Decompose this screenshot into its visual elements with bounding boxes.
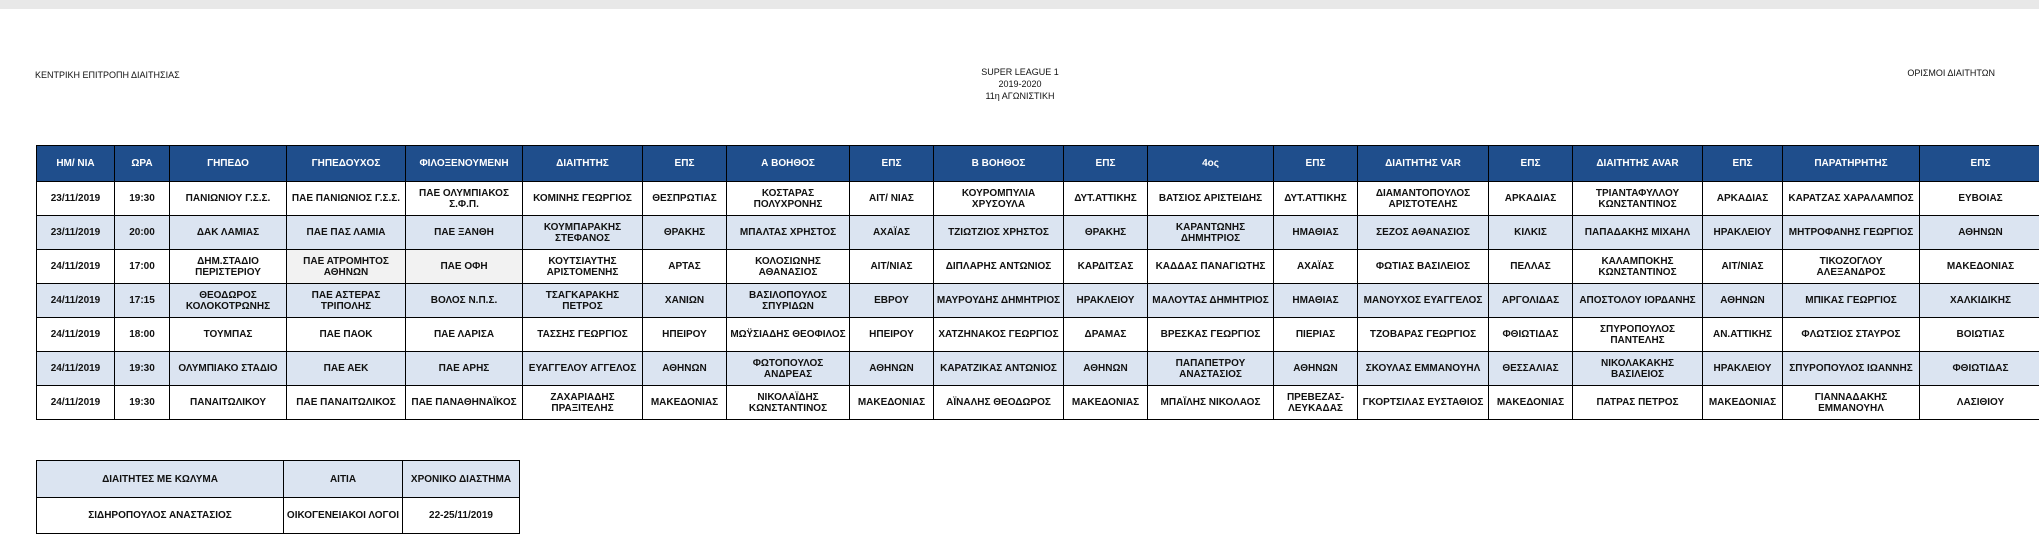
fixture-cell: ΘΕΣΣΑΛΙΑΣ bbox=[1489, 352, 1573, 386]
fixture-cell-header: ΗΜ/ ΝΙΑ bbox=[37, 146, 115, 182]
fixture-cell: ΒΡΕΣΚΑΣ ΓΕΩΡΓΙΟΣ bbox=[1148, 318, 1274, 352]
fixture-cell: ΜΑΥΡΟΥΔΗΣ ΔΗΜΗΤΡΙΟΣ bbox=[934, 284, 1064, 318]
fixture-cell-header: 4ος bbox=[1148, 146, 1274, 182]
fixture-cell: ΜΩΫΣΙΑΔΗΣ ΘΕΟΦΙΛΟΣ bbox=[727, 318, 850, 352]
fixture-cell: ΑΠΟΣΤΟΛΟΥ ΙΟΡΔΑΝΗΣ bbox=[1573, 284, 1703, 318]
fixture-cell-header: ΓΗΠΕΔΟΥΧΟΣ bbox=[287, 146, 406, 182]
fixture-cell: ΜΑΚΕΔΟΝΙΑΣ bbox=[1489, 386, 1573, 420]
fixture-cell: 19:30 bbox=[115, 182, 170, 216]
fixture-cell: ΧΑΝΙΩΝ bbox=[643, 284, 727, 318]
fixture-cell: 17:00 bbox=[115, 250, 170, 284]
fixture-cell-header: Α ΒΟΗΘΟΣ bbox=[727, 146, 850, 182]
matchday: 11η ΑΓΩΝΙΣΤΙΚΗ bbox=[900, 90, 1140, 102]
fixture-cell: ΤΖΙΩΤΖΙΟΣ ΧΡΗΣΤΟΣ bbox=[934, 216, 1064, 250]
fixture-cell: ΘΡΑΚΗΣ bbox=[1064, 216, 1148, 250]
fixture-cell: ΜΑΛΟΥΤΑΣ ΔΗΜΗΤΡΙΟΣ bbox=[1148, 284, 1274, 318]
fixture-cell: ΠΑΕ ΛΑΡΙΣΑ bbox=[406, 318, 523, 352]
fixture-cell: ΕΥΑΓΓΕΛΟΥ ΑΓΓΕΛΟΣ bbox=[523, 352, 643, 386]
fixture-cell: ΚΟΥΜΠΑΡΑΚΗΣ ΣΤΕΦΑΝΟΣ bbox=[523, 216, 643, 250]
fixture-cell: ΠΑΕ ΠΑΟΚ bbox=[287, 318, 406, 352]
fixture-cell: ΜΑΚΕΔΟΝΙΑΣ bbox=[1920, 250, 2039, 284]
fixture-cell: ΛΑΣΙΘΙΟΥ bbox=[1920, 386, 2039, 420]
fixture-cell-header: ΔΙΑΙΤΗΤΗΣ VAR bbox=[1358, 146, 1489, 182]
fixture-cell: ΕΥΒΟΙΑΣ bbox=[1920, 182, 2039, 216]
fixture-cell: ΦΩΤΙΑΣ ΒΑΣΙΛΕΙΟΣ bbox=[1358, 250, 1489, 284]
fixture-cell: ΤΟΥΜΠΑΣ bbox=[170, 318, 287, 352]
fixture-cell-header: ΕΠΣ bbox=[1703, 146, 1783, 182]
fixture-cell: ΦΛΩΤΣΙΟΣ ΣΤΑΥΡΟΣ bbox=[1783, 318, 1920, 352]
fixture-cell: ΔΥΤ.ΑΤΤΙΚΗΣ bbox=[1064, 182, 1148, 216]
fixture-cell: ΑΘΗΝΩΝ bbox=[1064, 352, 1148, 386]
fixture-cell-header: ΓΗΠΕΔΟ bbox=[170, 146, 287, 182]
fixture-cell: ΑΡΚΑΔΙΑΣ bbox=[1489, 182, 1573, 216]
fixture-cell: ΗΡΑΚΛΕΙΟΥ bbox=[1703, 352, 1783, 386]
fixture-cell: ΧΑΤΖΗΝΑΚΟΣ ΓΕΩΡΓΙΟΣ bbox=[934, 318, 1064, 352]
fixture-cell: ΓΚΟΡΤΣΙΛΑΣ ΕΥΣΤΑΘΙΟΣ bbox=[1358, 386, 1489, 420]
fixture-cell: 24/11/2019 bbox=[37, 318, 115, 352]
league-name: SUPER LEAGUE 1 bbox=[900, 66, 1140, 78]
fixture-cell: ΠΑΕ ΑΣΤΕΡΑΣ ΤΡΙΠΟΛΗΣ bbox=[287, 284, 406, 318]
absence-row bbox=[37, 498, 520, 534]
fixture-cell: ΣΠΥΡΟΠΟΥΛΟΣ ΠΑΝΤΕΛΗΣ bbox=[1573, 318, 1703, 352]
fixture-cell: 24/11/2019 bbox=[37, 352, 115, 386]
fixture-row bbox=[37, 284, 2039, 318]
fixture-cell: ΜΑΚΕΔΟΝΙΑΣ bbox=[1703, 386, 1783, 420]
fixture-cell: ΑΡΚΑΔΙΑΣ bbox=[1703, 182, 1783, 216]
fixture-cell: ΗΠΕΙΡΟΥ bbox=[850, 318, 934, 352]
fixture-cell: ΚΑΡΔΙΤΣΑΣ bbox=[1064, 250, 1148, 284]
fixture-cell: ΚΑΔΔΑΣ ΠΑΝΑΓΙΩΤΗΣ bbox=[1148, 250, 1274, 284]
fixture-cell: ΜΗΤΡΟΦΑΝΗΣ ΓΕΩΡΓΙΟΣ bbox=[1783, 216, 1920, 250]
fixture-cell: ΠΙΕΡΙΑΣ bbox=[1274, 318, 1358, 352]
fixture-cell: ΚΟΥΤΣΙΑΥΤΗΣ ΑΡΙΣΤΟΜΕΝΗΣ bbox=[523, 250, 643, 284]
absence-cell-header: ΔΙΑΙΤΗΤΕΣ ΜΕ ΚΩΛΥΜΑ bbox=[37, 461, 284, 498]
fixture-cell: ΠΑΝΑΙΤΩΛΙΚΟΥ bbox=[170, 386, 287, 420]
fixture-cell-header: ΕΠΣ bbox=[1920, 146, 2039, 182]
fixture-cell: 23/11/2019 bbox=[37, 216, 115, 250]
fixture-cell: ΚΑΛΑΜΠΟΚΗΣ ΚΩΝΣΤΑΝΤΙΝΟΣ bbox=[1573, 250, 1703, 284]
fixture-cell: ΗΡΑΚΛΕΙΟΥ bbox=[1064, 284, 1148, 318]
fixture-cell: ΗΠΕΙΡΟΥ bbox=[643, 318, 727, 352]
fixture-cell: ΗΜΑΘΙΑΣ bbox=[1274, 284, 1358, 318]
fixture-cell: ΑΡΓΟΛΙΔΑΣ bbox=[1489, 284, 1573, 318]
fixture-cell: ΦΩΤΟΠΟΥΛΟΣ ΑΝΔΡΕΑΣ bbox=[727, 352, 850, 386]
fixture-cell: ΠΑΤΡΑΣ ΠΕΤΡΟΣ bbox=[1573, 386, 1703, 420]
fixture-cell: ΘΕΟΔΩΡΟΣ ΚΟΛΟΚΟΤΡΩΝΗΣ bbox=[170, 284, 287, 318]
fixture-cell: ΑΘΗΝΩΝ bbox=[643, 352, 727, 386]
fixture-cell-header: ΕΠΣ bbox=[850, 146, 934, 182]
fixture-cell: ΒΑΤΣΙΟΣ ΑΡΙΣΤΕΙΔΗΣ bbox=[1148, 182, 1274, 216]
absences-header-row bbox=[37, 461, 520, 498]
fixture-cell: ΜΑΝΟΥΧΟΣ ΕΥΑΓΓΕΛΟΣ bbox=[1358, 284, 1489, 318]
fixture-cell: ΔΙΑΜΑΝΤΟΠΟΥΛΟΣ ΑΡΙΣΤΟΤΕΛΗΣ bbox=[1358, 182, 1489, 216]
fixture-cell: 23/11/2019 bbox=[37, 182, 115, 216]
fixture-cell-header: ΕΠΣ bbox=[643, 146, 727, 182]
fixture-cell: ΑΧΑΪΑΣ bbox=[1274, 250, 1358, 284]
fixture-cell-header: ΕΠΣ bbox=[1489, 146, 1573, 182]
fixture-cell: ΧΑΛΚΙΔΙΚΗΣ bbox=[1920, 284, 2039, 318]
fixture-cell: ΜΑΚΕΔΟΝΙΑΣ bbox=[643, 386, 727, 420]
fixture-cell: 24/11/2019 bbox=[37, 386, 115, 420]
fixture-cell: ΒΟΙΩΤΙΑΣ bbox=[1920, 318, 2039, 352]
fixture-cell: ΦΘΙΩΤΙΔΑΣ bbox=[1920, 352, 2039, 386]
fixture-cell-header: ΕΠΣ bbox=[1274, 146, 1358, 182]
absence-cell: ΟΙΚΟΓΕΝΕΙΑΚΟΙ ΛΟΓΟΙ bbox=[284, 498, 403, 534]
fixture-cell: ΚΟΜΙΝΗΣ ΓΕΩΡΓΙΟΣ bbox=[523, 182, 643, 216]
fixture-cell: ΑΘΗΝΩΝ bbox=[850, 352, 934, 386]
fixture-cell-header: ΩΡΑ bbox=[115, 146, 170, 182]
fixture-cell: ΚΑΡΑΤΖΙΚΑΣ ΑΝΤΩΝΙΟΣ bbox=[934, 352, 1064, 386]
fixture-cell: ΚΟΣΤΑΡΑΣ ΠΟΛΥΧΡΟΝΗΣ bbox=[727, 182, 850, 216]
fixture-cell: ΟΛΥΜΠΙΑΚΟ ΣΤΑΔΙΟ bbox=[170, 352, 287, 386]
top-scroll-strip bbox=[0, 0, 2039, 9]
fixture-cell: ΜΠΙΚΑΣ ΓΕΩΡΓΙΟΣ bbox=[1783, 284, 1920, 318]
fixture-cell: ΣΠΥΡΟΠΟΥΛΟΣ ΙΩΑΝΝΗΣ bbox=[1783, 352, 1920, 386]
fixture-cell: ΑΘΗΝΩΝ bbox=[1274, 352, 1358, 386]
fixture-cell: ΠΑΕ ΠΑΝΙΩΝΙΟΣ Γ.Σ.Σ. bbox=[287, 182, 406, 216]
fixture-cell: ΔΙΠΛΑΡΗΣ ΑΝΤΩΝΙΟΣ bbox=[934, 250, 1064, 284]
fixture-cell: ΒΑΣΙΛΟΠΟΥΛΟΣ ΣΠΥΡΙΔΩΝ bbox=[727, 284, 850, 318]
fixture-cell: 24/11/2019 bbox=[37, 284, 115, 318]
fixture-cell: ΠΑΝΙΩΝΙΟΥ Γ.Σ.Σ. bbox=[170, 182, 287, 216]
fixture-row bbox=[37, 352, 2039, 386]
fixture-cell-header: ΕΠΣ bbox=[1064, 146, 1148, 182]
fixture-cell: ΠΑΕ ΑΡΗΣ bbox=[406, 352, 523, 386]
fixture-cell: ΦΘΙΩΤΙΔΑΣ bbox=[1489, 318, 1573, 352]
fixture-cell: 19:30 bbox=[115, 386, 170, 420]
fixture-cell: ΑΙΤ/ ΝΙΑΣ bbox=[850, 182, 934, 216]
fixture-cell: 24/11/2019 bbox=[37, 250, 115, 284]
fixture-cell-header: ΦΙΛΟΞΕΝΟΥΜΕΝΗ bbox=[406, 146, 523, 182]
fixture-cell: ΠΑΠΑΔΑΚΗΣ ΜΙΧΑΗΛ bbox=[1573, 216, 1703, 250]
fixture-cell: ΝΙΚΟΛΑΚΑΚΗΣ ΒΑΣΙΛΕΙΟΣ bbox=[1573, 352, 1703, 386]
absence-cell: 22-25/11/2019 bbox=[403, 498, 520, 534]
fixture-cell: ΚΟΥΡΟΜΠΥΛΙΑ ΧΡΥΣΟΥΛΑ bbox=[934, 182, 1064, 216]
fixtures-table bbox=[36, 145, 2039, 420]
fixture-cell: ΤΖΟΒΑΡΑΣ ΓΕΩΡΓΙΟΣ bbox=[1358, 318, 1489, 352]
season: 2019-2020 bbox=[900, 78, 1140, 90]
fixture-cell: ΠΑΕ ΠΑΝΑΘΗΝΑΪΚΟΣ bbox=[406, 386, 523, 420]
fixture-cell: ΘΕΣΠΡΩΤΙΑΣ bbox=[643, 182, 727, 216]
fixture-cell: ΝΙΚΟΛΑΪΔΗΣ ΚΩΝΣΤΑΝΤΙΝΟΣ bbox=[727, 386, 850, 420]
fixture-cell: ΑΙΤ/ΝΙΑΣ bbox=[1703, 250, 1783, 284]
fixture-cell: ΠΑΕ ΠΑΣ ΛΑΜΙΑ bbox=[287, 216, 406, 250]
fixture-cell: ΠΑΕ ΟΦΗ bbox=[406, 250, 523, 284]
fixture-row bbox=[37, 216, 2039, 250]
absence-cell-header: ΑΙΤΙΑ bbox=[284, 461, 403, 498]
fixture-cell: ΠΑΕ ΑΤΡΟΜΗΤΟΣ ΑΘΗΝΩΝ bbox=[287, 250, 406, 284]
fixture-cell: ΑΘΗΝΩΝ bbox=[1920, 216, 2039, 250]
fixture-cell: ΣΕΖΟΣ ΑΘΑΝΑΣΙΟΣ bbox=[1358, 216, 1489, 250]
committee-title: ΚΕΝΤΡΙΚΗ ΕΠΙΤΡΟΠΗ ΔΙΑΙΤΗΣΙΑΣ bbox=[35, 70, 180, 80]
fixture-cell: ΜΑΚΕΔΟΝΙΑΣ bbox=[1064, 386, 1148, 420]
absence-cell-header: ΧΡΟΝΙΚΟ ΔΙΑΣΤΗΜΑ bbox=[403, 461, 520, 498]
document-title: ΟΡΙΣΜΟΙ ΔΙΑΙΤΗΤΩΝ bbox=[1907, 68, 1995, 78]
league-title-block bbox=[900, 66, 1140, 102]
fixture-cell: ΤΙΚΟΖΟΓΛΟΥ ΑΛΕΞΑΝΔΡΟΣ bbox=[1783, 250, 1920, 284]
fixture-cell: ΜΠΑΪΛΗΣ ΝΙΚΟΛΑΟΣ bbox=[1148, 386, 1274, 420]
fixture-cell: ΚΑΡΑΤΖΑΣ ΧΑΡΑΛΑΜΠΟΣ bbox=[1783, 182, 1920, 216]
fixture-cell-header: ΔΙΑΙΤΗΤΗΣ AVAR bbox=[1573, 146, 1703, 182]
fixture-row bbox=[37, 250, 2039, 284]
fixture-cell: ΠΑΕ ΟΛΥΜΠΙΑΚΟΣ Σ.Φ.Π. bbox=[406, 182, 523, 216]
fixture-cell: ΒΟΛΟΣ Ν.Π.Σ. bbox=[406, 284, 523, 318]
fixture-cell: ΚΟΛΟΣΙΩΝΗΣ ΑΘΑΝΑΣΙΟΣ bbox=[727, 250, 850, 284]
fixture-cell: ΜΠΑΛΤΑΣ ΧΡΗΣΤΟΣ bbox=[727, 216, 850, 250]
fixture-cell: ΑΧΑΪΑΣ bbox=[850, 216, 934, 250]
fixture-cell: ΤΡΙΑΝΤΑΦΥΛΛΟΥ ΚΩΝΣΤΑΝΤΙΝΟΣ bbox=[1573, 182, 1703, 216]
fixture-cell: ΠΡΕΒΕΖΑΣ-ΛΕΥΚΑΔΑΣ bbox=[1274, 386, 1358, 420]
fixture-cell: 18:00 bbox=[115, 318, 170, 352]
fixture-cell: ΑΪΝΑΛΗΣ ΘΕΟΔΩΡΟΣ bbox=[934, 386, 1064, 420]
fixture-cell: ΔΥΤ.ΑΤΤΙΚΗΣ bbox=[1274, 182, 1358, 216]
fixture-cell: ΠΕΛΛΑΣ bbox=[1489, 250, 1573, 284]
fixture-cell: ΤΑΣΣΗΣ ΓΕΩΡΓΙΟΣ bbox=[523, 318, 643, 352]
fixture-cell: ΚΙΛΚΙΣ bbox=[1489, 216, 1573, 250]
fixture-cell: ΑΝ.ΑΤΤΙΚΗΣ bbox=[1703, 318, 1783, 352]
fixture-cell-header: Β ΒΟΗΘΟΣ bbox=[934, 146, 1064, 182]
fixture-cell: ΠΑΕ ΞΑΝΘΗ bbox=[406, 216, 523, 250]
fixture-cell: ΖΑΧΑΡΙΑΔΗΣ ΠΡΑΞΙΤΕΛΗΣ bbox=[523, 386, 643, 420]
fixture-cell: ΔΡΑΜΑΣ bbox=[1064, 318, 1148, 352]
fixture-cell: ΠΑΕ ΠΑΝΑΙΤΩΛΙΚΟΣ bbox=[287, 386, 406, 420]
fixture-cell: ΠΑΕ ΑΕΚ bbox=[287, 352, 406, 386]
absence-cell: ΣΙΔΗΡΟΠΟΥΛΟΣ ΑΝΑΣΤΑΣΙΟΣ bbox=[37, 498, 284, 534]
absences-table bbox=[36, 460, 520, 534]
fixture-cell: ΜΑΚΕΔΟΝΙΑΣ bbox=[850, 386, 934, 420]
fixture-cell: 17:15 bbox=[115, 284, 170, 318]
fixture-row bbox=[37, 318, 2039, 352]
fixture-row bbox=[37, 182, 2039, 216]
fixture-cell: ΔΗΜ.ΣΤΑΔΙΟ ΠΕΡΙΣΤΕΡΙΟΥ bbox=[170, 250, 287, 284]
fixture-cell-header: ΠΑΡΑΤΗΡΗΤΗΣ bbox=[1783, 146, 1920, 182]
fixture-cell-header: ΔΙΑΙΤΗΤΗΣ bbox=[523, 146, 643, 182]
fixture-cell: 19:30 bbox=[115, 352, 170, 386]
fixture-cell: ΣΚΟΥΛΑΣ ΕΜΜΑΝΟΥΗΛ bbox=[1358, 352, 1489, 386]
fixture-cell: 20:00 bbox=[115, 216, 170, 250]
fixture-cell: ΠΑΠΑΠΕΤΡΟΥ ΑΝΑΣΤΑΣΙΟΣ bbox=[1148, 352, 1274, 386]
fixture-cell: ΚΑΡΑΝΤΩΝΗΣ ΔΗΜΗΤΡΙΟΣ bbox=[1148, 216, 1274, 250]
fixture-cell: ΘΡΑΚΗΣ bbox=[643, 216, 727, 250]
fixture-cell: ΓΙΑΝΝΑΔΑΚΗΣ ΕΜΜΑΝΟΥΗΛ bbox=[1783, 386, 1920, 420]
fixture-cell: ΔΑΚ ΛΑΜΙΑΣ bbox=[170, 216, 287, 250]
fixture-cell: ΤΣΑΓΚΑΡΑΚΗΣ ΠΕΤΡΟΣ bbox=[523, 284, 643, 318]
fixture-row bbox=[37, 386, 2039, 420]
fixture-cell: ΑΡΤΑΣ bbox=[643, 250, 727, 284]
fixture-cell: ΗΡΑΚΛΕΙΟΥ bbox=[1703, 216, 1783, 250]
fixture-cell: ΑΘΗΝΩΝ bbox=[1703, 284, 1783, 318]
fixtures-header-row bbox=[37, 146, 2039, 182]
fixture-cell: ΗΜΑΘΙΑΣ bbox=[1274, 216, 1358, 250]
fixture-cell: ΑΙΤ/ΝΙΑΣ bbox=[850, 250, 934, 284]
fixture-cell: ΕΒΡΟΥ bbox=[850, 284, 934, 318]
